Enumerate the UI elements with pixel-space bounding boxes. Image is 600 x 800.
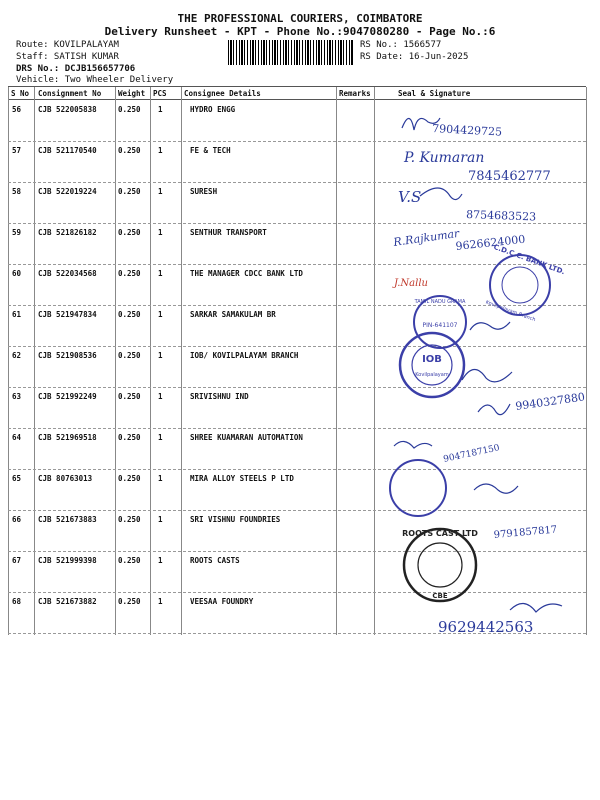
- cell-sno: 59: [12, 228, 22, 237]
- cell-sno: 64: [12, 433, 22, 442]
- cell-consignment: CJB 522019224: [38, 187, 97, 196]
- cell-weight: 0.250: [118, 105, 141, 114]
- stamp-text: ROOTS CAST LTD: [402, 529, 478, 538]
- cell-consignment: CJB 522005838: [38, 105, 97, 114]
- cell-pcs: 1: [158, 515, 163, 524]
- col-header-weight: Weight: [118, 89, 146, 98]
- cell-weight: 0.250: [118, 515, 141, 524]
- cell-weight: 0.250: [118, 351, 141, 360]
- cell-pcs: 1: [158, 474, 163, 483]
- stamp-text: PIN-641107: [422, 322, 458, 329]
- rs-number: RS No.: 1566577: [360, 40, 442, 50]
- iob-stamp: [400, 333, 464, 397]
- signature-68: [510, 603, 562, 612]
- cell-consignment: CJB 521969518: [38, 433, 97, 442]
- stamp-text: IOB: [422, 354, 442, 365]
- cell-consignee: SRI VISHNU FOUNDRIES: [190, 515, 281, 524]
- name-59: R.Rajkumar: [392, 226, 461, 249]
- cell-consignee: SRIVISHNU IND: [190, 392, 249, 401]
- cell-pcs: 1: [158, 433, 163, 442]
- cell-sno: 57: [12, 146, 22, 155]
- cell-weight: 0.250: [118, 392, 141, 401]
- drs-number: DRS No.: DCJB156657706: [16, 64, 136, 74]
- stamp-ring: [400, 333, 464, 397]
- cell-weight: 0.250: [118, 228, 141, 237]
- cell-sno: 68: [12, 597, 22, 606]
- stamp-text: Kovilpalayam Branch: [484, 299, 537, 324]
- cell-consignment: CJB 521999398: [38, 556, 97, 565]
- name-57: P. Kumaran: [404, 150, 485, 166]
- name-60: J.Nallu: [394, 278, 428, 289]
- cell-sno: 58: [12, 187, 22, 196]
- cell-sno: 61: [12, 310, 22, 319]
- cell-sno: 60: [12, 269, 22, 278]
- stamp-ring: [404, 529, 476, 601]
- post-office-stamp: [414, 296, 466, 348]
- col-header-consignee: Consignee Details: [184, 89, 261, 98]
- cell-consignment: CJB 521673882: [38, 597, 97, 606]
- cell-consignee: SARKAR SAMAKULAM BR: [190, 310, 276, 319]
- company-stamp: [390, 460, 446, 516]
- cell-pcs: 1: [158, 392, 163, 401]
- stamp-ring: [502, 267, 538, 303]
- cell-consignee: VEESAA FOUNDRY: [190, 597, 254, 606]
- cell-weight: 0.250: [118, 187, 141, 196]
- cell-consignment: CJB 521908536: [38, 351, 97, 360]
- signature-63: [478, 404, 510, 415]
- cell-weight: 0.250: [118, 269, 141, 278]
- cell-pcs: 1: [158, 187, 163, 196]
- cell-consignment: CJB 521673883: [38, 515, 97, 524]
- col-header-consignment: Consignment No: [38, 89, 102, 98]
- cell-weight: 0.250: [118, 556, 141, 565]
- stamp-ring: [412, 345, 452, 385]
- phone-68: 9629442563: [438, 618, 534, 636]
- name-58: V.S: [398, 188, 422, 206]
- company-title: THE PROFESSIONAL COURIERS, COIMBATORE: [177, 12, 423, 25]
- col-header-seal: Seal & Signature: [398, 89, 471, 98]
- cell-consignee: HYDRO ENGG: [190, 105, 236, 114]
- cell-pcs: 1: [158, 146, 163, 155]
- stamp-ring: [418, 543, 462, 587]
- rs-date: RS Date: 16-Jun-2025: [360, 52, 469, 62]
- cell-weight: 0.250: [118, 474, 141, 483]
- col-header-sno: S No: [11, 89, 30, 98]
- signature-65: [474, 484, 518, 493]
- cell-weight: 0.250: [118, 433, 141, 442]
- col-header-remarks: Remarks: [339, 89, 371, 98]
- signature-62: [462, 369, 512, 381]
- stamp-text: Kovilpalayam: [415, 372, 449, 378]
- phone-58: 8754683523: [465, 208, 537, 224]
- cdcc-bank-stamp: [485, 243, 566, 323]
- route: Route: KOVILPALAYAM: [16, 40, 119, 50]
- col-header-pcs: PCS: [153, 89, 167, 98]
- cell-consignee: THE MANAGER CDCC BANK LTD: [190, 269, 303, 278]
- cell-consignment: CJB 521826182: [38, 228, 97, 237]
- cell-weight: 0.250: [118, 597, 141, 606]
- cell-sno: 67: [12, 556, 22, 565]
- cell-sno: 63: [12, 392, 22, 401]
- cell-weight: 0.250: [118, 310, 141, 319]
- cell-pcs: 1: [158, 597, 163, 606]
- vehicle: Vehicle: Two Wheeler Delivery: [16, 75, 174, 85]
- phone-63: 9940327880: [514, 390, 586, 413]
- stamp-text: TAMIL NADU GRAMA: [414, 299, 466, 305]
- cell-weight: 0.250: [118, 146, 141, 155]
- phone-66: 9791857817: [493, 524, 558, 541]
- signature-58: [420, 188, 462, 200]
- phone-56: 7904429725: [431, 122, 503, 139]
- cell-consignment: CJB 522034568: [38, 269, 97, 278]
- cell-consignment: CJB 521992249: [38, 392, 97, 401]
- cell-pcs: 1: [158, 556, 163, 565]
- phone-57: 7845462777: [468, 169, 551, 184]
- cell-consignee: FE & TECH: [190, 146, 231, 155]
- cell-consignee: SURESH: [190, 187, 218, 196]
- cell-sno: 56: [12, 105, 22, 114]
- runsheet-subtitle: Delivery Runsheet - KPT - Phone No.:9047080280 - Page No.:6: [104, 25, 496, 38]
- phone-65: 9047187150: [442, 443, 501, 465]
- roots-stamp: [402, 529, 478, 601]
- cell-consignment: CJB 521947834: [38, 310, 97, 319]
- cell-consignee: ROOTS CASTS: [190, 556, 240, 565]
- cell-pcs: 1: [158, 105, 163, 114]
- cell-sno: 62: [12, 351, 22, 360]
- cell-consignment: CJB 80763013: [38, 474, 93, 483]
- stamp-text: C.D.C.C. BANK LTD.: [492, 242, 566, 277]
- staff: Staff: SATISH KUMAR: [16, 52, 119, 62]
- phone-59: 9626624000: [454, 232, 526, 253]
- signature-64: [394, 441, 432, 448]
- signature-61: [470, 322, 510, 330]
- cell-sno: 65: [12, 474, 22, 483]
- cell-pcs: 1: [158, 310, 163, 319]
- cell-consignment: CJB 521170540: [38, 146, 97, 155]
- cell-sno: 66: [12, 515, 22, 524]
- cell-consignee: IOB/ KOVILPALAYAM BRANCH: [190, 351, 299, 360]
- cell-consignee: MIRA ALLOY STEELS P LTD: [190, 474, 294, 483]
- cell-consignee: SHREE KUAMARAN AUTOMATION: [190, 433, 303, 442]
- stamp-text: CBE: [432, 592, 448, 600]
- cell-pcs: 1: [158, 351, 163, 360]
- cell-pcs: 1: [158, 228, 163, 237]
- cell-pcs: 1: [158, 269, 163, 278]
- cell-consignee: SENTHUR TRANSPORT: [190, 228, 267, 237]
